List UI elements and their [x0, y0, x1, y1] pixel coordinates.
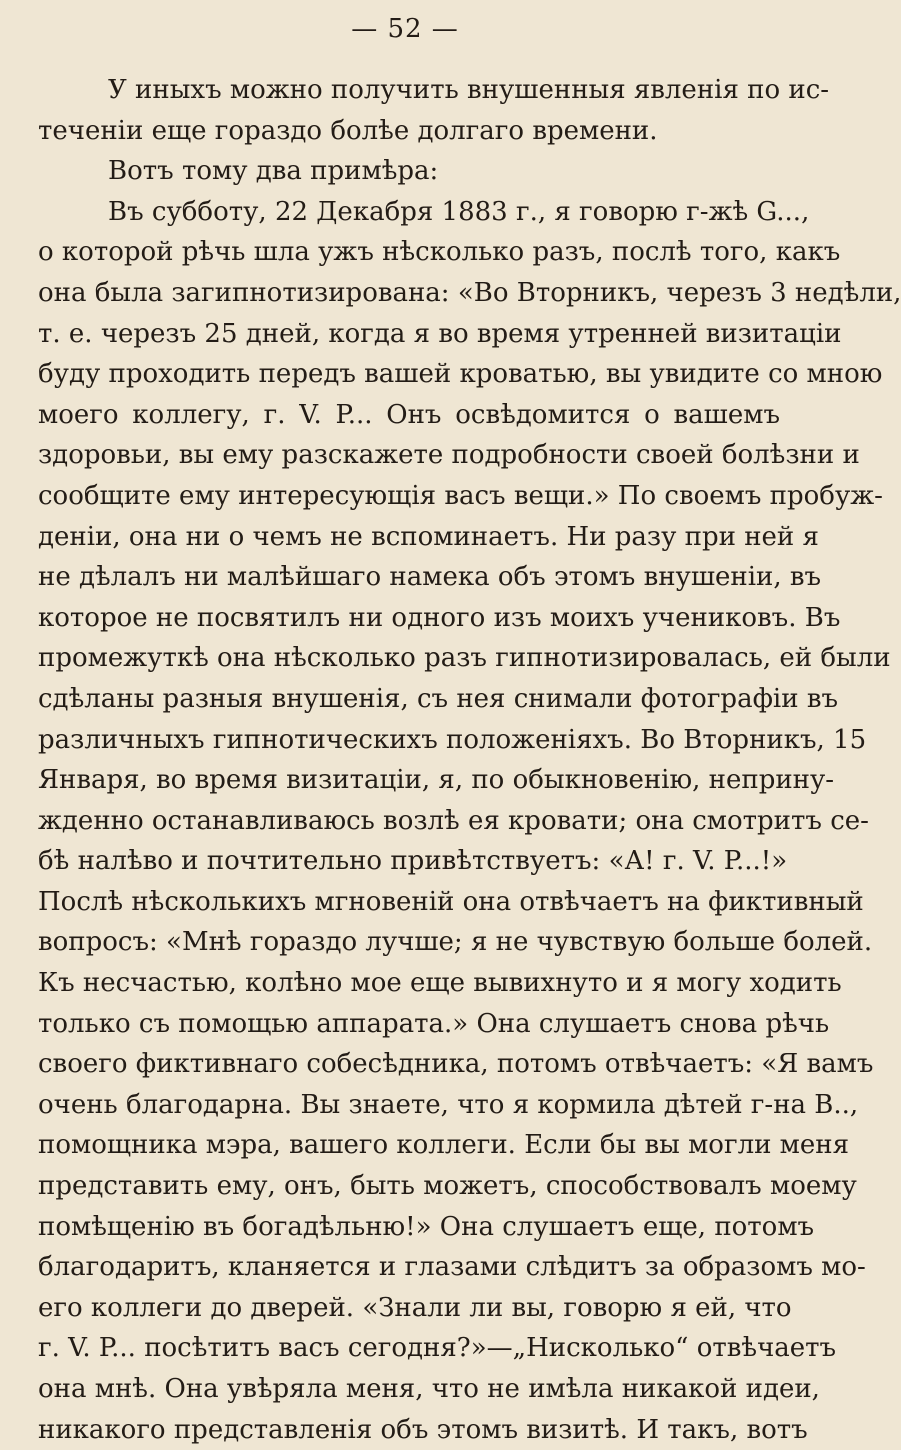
text-line: т. е. черезъ 25 дней, когда я во время утренней визитаціи	[38, 318, 842, 349]
text-line: Къ несчастью, колѣно мое еще вывихнуто и я могу ходить	[38, 968, 842, 999]
text-line: здоровьи, вы ему разскажете подробности своей болѣзни и	[38, 440, 860, 471]
page-number: — 52 —	[351, 14, 459, 44]
text-line: различныхъ гипнотическихъ положеніяхъ. Во Вторникъ, 15	[38, 724, 867, 755]
text-line: очень благодарна. Вы знаете, что я кормила дѣтей г-на В..,	[38, 1089, 859, 1120]
text-line: которое не посвятилъ ни одного изъ моихъ учениковъ. Въ	[38, 602, 841, 633]
text-line: сдѣланы разныя внушенія, съ нея снимали фотографіи въ	[38, 683, 839, 714]
text-line: она мнѣ. Она увѣряла меня, что не имѣла никакой идеи,	[38, 1374, 820, 1404]
text-line: о которой рѣчь шла ужъ нѣсколько разъ, послѣ того, какъ	[38, 237, 841, 268]
text-line: не дѣлалъ ни малѣйшаго намека объ этомъ внушеніи, въ	[38, 562, 822, 593]
text-line: благодаритъ, кланяется и глазами слѣдитъ за образомъ мо-	[38, 1252, 866, 1283]
text-line: г. V. P... посѣтитъ васъ сегодня?»—„Нисколько“ отвѣчаетъ	[38, 1333, 837, 1364]
text-line: представить ему, онъ, быть можетъ, способствовалъ моему	[38, 1171, 857, 1202]
text-line: промежуткѣ она нѣсколько разъ гипнотизировалась, ей были	[38, 643, 891, 674]
text-line: Въ субботу, 22 Декабря 1883 г., я говорю г-жѣ G...,	[108, 196, 810, 227]
text-line: У иныхъ можно получить внушенныя явленія по ис-	[108, 75, 830, 105]
text-line: деніи, она ни о чемъ не вспоминаетъ. Ни разу при ней я	[38, 521, 819, 552]
text-line: его коллеги до дверей. «Знали ли вы, говорю я ей, что	[38, 1292, 792, 1323]
text-line: жденно останавливаюсь возлѣ ея кровати; она смотритъ се-	[38, 805, 869, 836]
text-line: теченіи еще гораздо болѣе долгаго времени.	[38, 115, 658, 146]
text-line: помѣщенію въ богадѣльню!» Она слушаетъ еще, потомъ	[38, 1211, 815, 1242]
text-line: Января, во время визитаціи, я, по обыкновенію, неприну-	[38, 765, 835, 796]
text-line: моего коллегу, г. V. P... Онъ освѣдомится о вашемъ	[38, 399, 780, 430]
text-line: бѣ налѣво и почтительно привѣтствуетъ: «А! г. V. P...!»	[38, 846, 788, 877]
text-line: только съ помощью аппарата.» Она слушаетъ снова рѣчь	[38, 1008, 830, 1039]
text-line: Послѣ нѣсколькихъ мгновеній она отвѣчаетъ на фиктивный	[38, 886, 864, 917]
text-line: Вотъ тому два примѣра:	[108, 156, 439, 187]
text-line: сообщите ему интересующія васъ вещи.» По своемъ пробуж-	[38, 480, 883, 511]
text-line: буду проходить передъ вашей кроватью, вы увидите со мною	[38, 359, 883, 390]
text-line: помощника мэра, вашего коллеги. Если бы вы могли меня	[38, 1130, 850, 1161]
text-line: вопросъ: «Мнѣ гораздо лучше; я не чувствую больше болей.	[38, 927, 873, 958]
page-text	[38, 70, 901, 1450]
text-line: своего фиктивнаго собесѣдника, потомъ отвѣчаетъ: «Я вамъ	[38, 1049, 874, 1080]
text-line: никакого представленія объ этомъ визитѣ. И такъ, вотъ	[38, 1414, 808, 1445]
text-line: она была загипнотизирована: «Во Вторникъ, черезъ 3 недѣли,	[38, 277, 901, 308]
